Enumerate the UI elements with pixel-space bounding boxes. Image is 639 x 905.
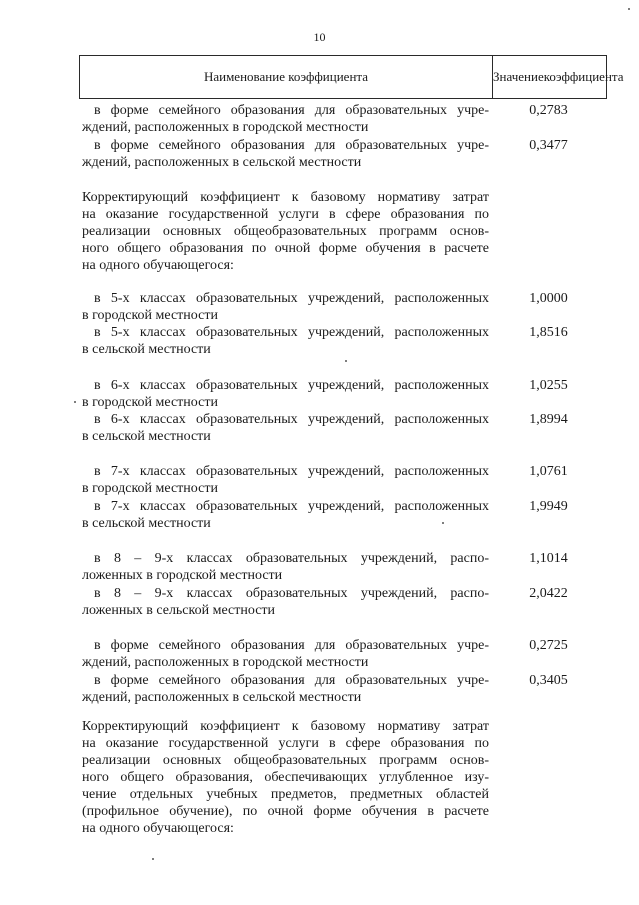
paragraph-line: Корректирующий коэффициент к базовому нормативу затрат [82, 190, 489, 205]
text-line: в городской местности [82, 308, 218, 323]
coefficient-value: 0,3477 [529, 138, 568, 153]
paragraph-line: ного общего образования, обеспечивающих углубленное изу- [82, 770, 489, 785]
coefficient-value: 1,0255 [529, 378, 568, 393]
coefficient-value: 2,0422 [529, 586, 568, 601]
coefficient-value: 0,2783 [529, 103, 568, 118]
scan-speck [152, 858, 154, 860]
text-line: в 7-х классах образовательных учреждений, расположенных [94, 464, 489, 479]
scan-speck [74, 401, 76, 403]
coefficient-value-header [493, 56, 624, 98]
text-line: в 8 – 9-х классах образовательных учреждений, распо- [94, 551, 489, 566]
text-line: ждений, расположенных в городской местности [82, 120, 369, 135]
value-header-line1: Значение [493, 69, 544, 84]
text-line: в городской местности [82, 395, 218, 410]
text-line: ложенных в городской местности [82, 568, 283, 583]
text-line: в городской местности [82, 481, 218, 496]
text-line: ждений, расположенных в городской местности [82, 655, 369, 670]
paragraph-line: чение отдельных учебных предметов, предметных областей [82, 787, 489, 802]
text-line: ждений, расположенных в сельской местности [82, 155, 362, 170]
coefficient-value: 1,0761 [529, 464, 568, 479]
scan-speck [345, 360, 347, 362]
coefficient-name-header: Наименование коэффициента [80, 56, 493, 98]
coefficient-value: 1,8994 [529, 412, 568, 427]
text-line: в сельской местности [82, 429, 211, 444]
text-line: в 5-х классах образовательных учреждений, расположенных [94, 291, 489, 306]
coefficient-value: 1,8516 [529, 325, 568, 340]
scan-speck [628, 8, 630, 10]
text-line: в форме семейного образования для образовательных учре- [94, 638, 489, 653]
coefficient-value: 0,3405 [529, 673, 568, 688]
scan-speck [442, 522, 444, 524]
text-line: в 8 – 9-х классах образовательных учреждений, распо- [94, 586, 489, 601]
text-line: в 6-х классах образовательных учреждений, расположенных [94, 412, 489, 427]
page-number: 10 [313, 30, 326, 44]
text-line: в 6-х классах образовательных учреждений, расположенных [94, 378, 489, 393]
text-line: в сельской местности [82, 342, 211, 357]
text-line: ложенных в сельской местности [82, 603, 276, 618]
text-line: в форме семейного образования для образовательных учре- [94, 138, 489, 153]
paragraph-line: на одного обучающегося: [82, 258, 234, 273]
coefficient-value: 0,2725 [529, 638, 568, 653]
text-line: в форме семейного образования для образовательных учре- [94, 103, 489, 118]
value-header-line2: коэффициента [543, 69, 624, 84]
paragraph-line: на оказание государственной услуги в сфере образования по [82, 736, 489, 751]
text-line: в форме семейного образования для образовательных учре- [94, 673, 489, 688]
coefficient-value: 1,9949 [529, 499, 568, 514]
text-line: в 5-х классах образовательных учреждений, расположенных [94, 325, 489, 340]
paragraph-line: на одного обучающегося: [82, 821, 234, 836]
paragraph-line: реализации основных общеобразовательных программ основ- [82, 753, 489, 768]
text-line: в 7-х классах образовательных учреждений, расположенных [94, 499, 489, 514]
text-line: ждений, расположенных в сельской местности [82, 690, 362, 705]
paragraph-line: ного общего образования по очной форме обучения в расчете [82, 241, 489, 256]
coefficient-value: 1,0000 [529, 291, 568, 306]
text-line: в сельской местности [82, 516, 211, 531]
coefficient-value: 1,1014 [529, 551, 568, 566]
paragraph-line: (профильное обучение), по очной форме обучения в расчете [82, 804, 489, 819]
table-header [79, 55, 624, 99]
paragraph-line: реализации основных общеобразовательных программ основ- [82, 224, 489, 239]
paragraph-line: Корректирующий коэффициент к базовому нормативу затрат [82, 719, 489, 734]
paragraph-line: на оказание государственной услуги в сфере образования по [82, 207, 489, 222]
